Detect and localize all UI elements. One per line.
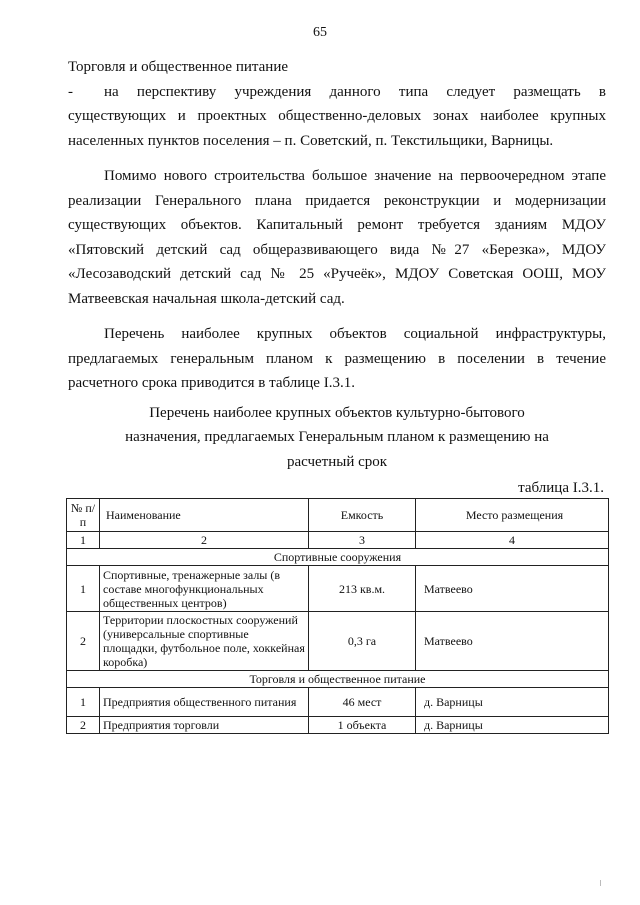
row-place: д. Варницы (416, 717, 609, 734)
table-row (67, 612, 609, 671)
row-name: Территории плоскостных сооружений (универсальные спортивные площадки, футбольное поле, хоккейная коробка) (100, 612, 309, 671)
table-caption (68, 401, 606, 475)
index-cell: 3 (309, 532, 416, 549)
table-reference: таблица I.3.1. (518, 480, 604, 496)
header-place: Место размещения (416, 499, 609, 532)
row-capacity: 46 мест (309, 688, 416, 717)
header-name: Наименование (100, 499, 309, 532)
row-num: 1 (67, 688, 100, 717)
index-cell: 4 (416, 532, 609, 549)
index-cell: 1 (67, 532, 100, 549)
caption-line-1: Перечень наиболее крупных объектов культурно-бытового (149, 404, 525, 421)
section-heading: Торговля и общественное питание (68, 59, 288, 75)
index-cell: 2 (100, 532, 309, 549)
paragraph-objects-list: Перечень наиболее крупных объектов социальной инфраструктуры, предлагаемых генеральным планом к размещению в поселении в течение расчетного срока приводится в таблице I.3.1. (68, 326, 606, 391)
row-place: Матвеево (416, 566, 609, 612)
row-place: д. Варницы (416, 688, 609, 717)
table-section-row (67, 549, 609, 566)
header-capacity: Емкость (309, 499, 416, 532)
bullet-paragraph (68, 80, 606, 154)
caption-line-3: расчетный срок (286, 453, 388, 470)
table-row (67, 566, 609, 612)
table-index-row (67, 532, 609, 549)
section-trade: Торговля и общественное питание (67, 671, 609, 688)
page-number: 65 (313, 25, 327, 40)
table-row (67, 717, 609, 734)
bullet-dash: - (68, 83, 73, 100)
row-name: Предприятия общественного питания (100, 688, 309, 717)
row-num: 2 (67, 612, 100, 671)
caption-line-2: назначения, предлагаемых Генеральным планом к размещению на (125, 429, 549, 445)
header-num: № п/п (67, 499, 100, 532)
row-name: Предприятия торговли (100, 717, 309, 734)
page-content (68, 55, 606, 501)
table-header-row (67, 499, 609, 532)
row-num: 1 (67, 566, 100, 612)
scan-mark (600, 880, 601, 886)
row-name: Спортивные, тренажерные залы (в составе многофункциональных общественных центров) (100, 566, 309, 612)
row-num: 2 (67, 717, 100, 734)
row-capacity: 1 объекта (309, 717, 416, 734)
section-sports: Спортивные сооружения (67, 549, 609, 566)
paragraph-reconstruction: Помимо нового строительства большое значение на первоочередном этапе реализации Генерального плана придается реконструкции и модернизации существующих объектов. Капитальный ремонт требуется зданиям МДОУ «Пятовский детский сад общеразвивающего вида №27 «Березка», МДОУ «Лесозаводский детский сад № 25 «Ручеёк», МДОУ Советская ООШ, МОУ Матвеевская начальная школа-детский сад. (68, 168, 606, 307)
row-place: Матвеево (416, 612, 609, 671)
bullet-text: на перспективу учреждения данного типа следует размещать в существующих и проектных общественно-деловых зонах наиболее крупных населенных пунктов поселения – п. Советский, п. Текстильщики, Варницы. (68, 83, 606, 149)
table-row (67, 688, 609, 717)
objects-table (66, 498, 609, 734)
row-capacity: 0,3 га (309, 612, 416, 671)
row-capacity: 213 кв.м. (309, 566, 416, 612)
table-section-row (67, 671, 609, 688)
